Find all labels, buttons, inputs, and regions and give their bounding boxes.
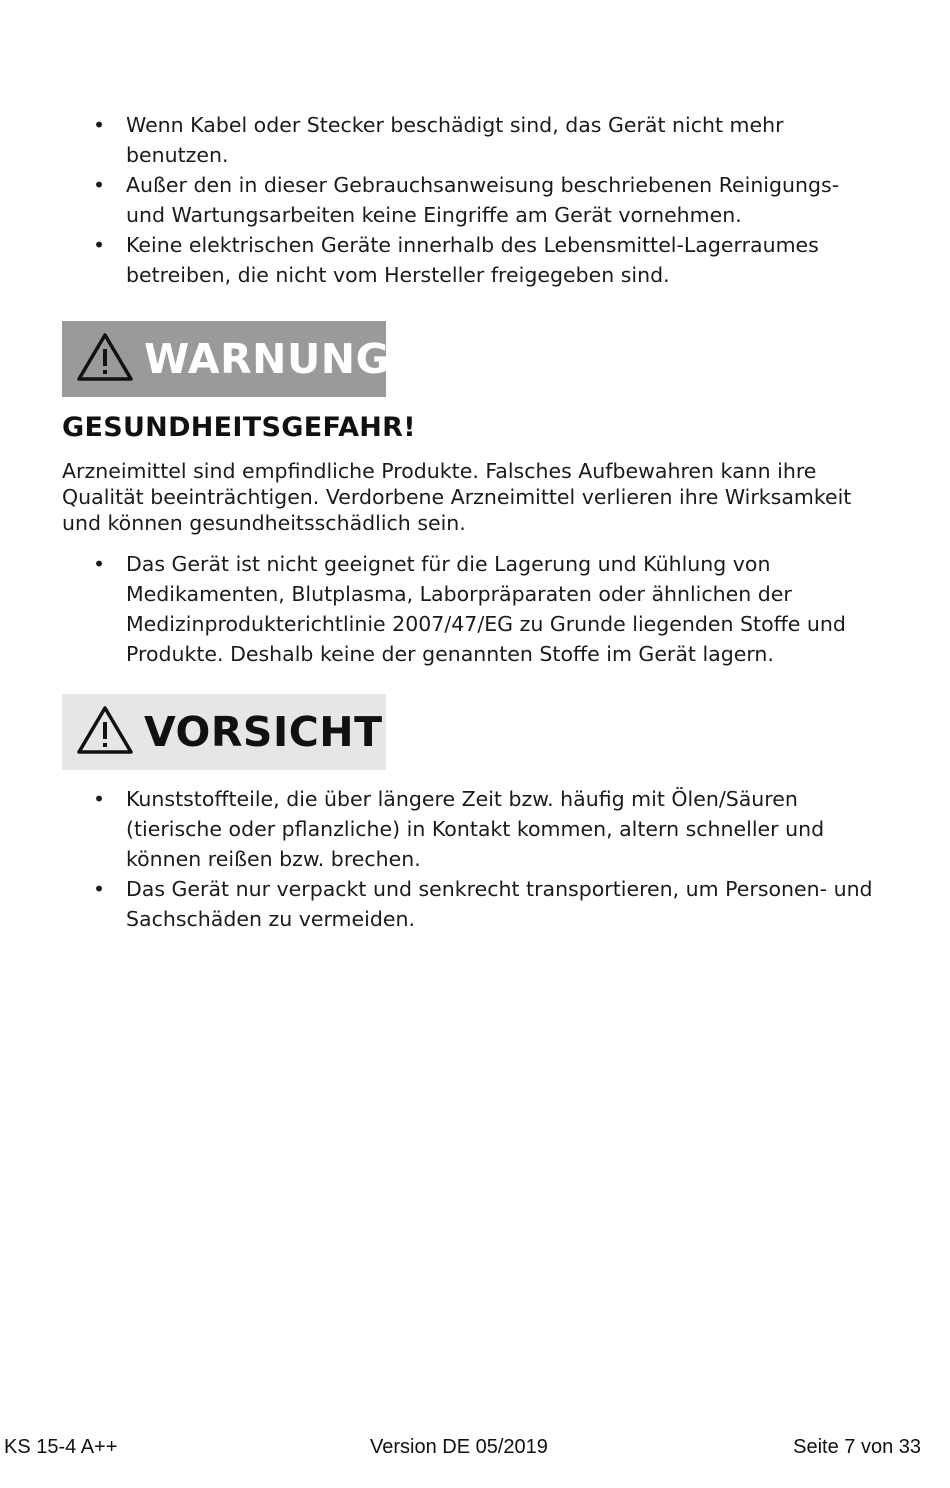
list-item: • Das Gerät nur verpackt und senkrecht transportieren, um Personen- und Sachschäden zu vermeiden. xyxy=(0,874,876,934)
list-item: • Außer den in dieser Gebrauchsanweisung beschriebenen Reinigungs- und Wartungsarbeiten keine Eingriffe am Gerät vornehmen. xyxy=(0,170,876,230)
warning-triangle-icon xyxy=(76,705,134,759)
warning-label: WARNUNG xyxy=(144,335,390,383)
warning-banner xyxy=(62,321,390,397)
list-item: • Wenn Kabel oder Stecker beschädigt sind, das Gerät nicht mehr benutzen. xyxy=(0,110,876,170)
list-item: • Keine elektrischen Geräte innerhalb des Lebensmittel-Lagerraumes betreiben, die nicht vom Hersteller freigegeben sind. xyxy=(0,230,876,290)
general-safety-list xyxy=(0,110,876,290)
footer-version: Version DE 05/2019 xyxy=(370,1436,548,1458)
caution-list xyxy=(0,784,876,934)
section-heading: GESUNDHEITSGEFAHR! xyxy=(62,412,416,443)
warning-triangle-icon xyxy=(76,332,134,386)
list-item: • Das Gerät ist nicht geeignet für die Lagerung und Kühlung von Medikamenten, Blutplasma, Laborpräparaten oder ähnlichen der Medizinprodukterichtlinie 2007/47/EG zu Grunde liegenden Stoffe und Produkte. Deshalb keine der genannten Stoffe im Gerät lagern. xyxy=(0,549,876,669)
footer-page-number: Seite 7 von 33 xyxy=(793,1436,921,1458)
list-item: • Kunststoffteile, die über längere Zeit bzw. häufig mit Ölen/Säuren (tierische oder pflanzliche) in Kontakt kommen, altern schneller und können reißen bzw. brechen. xyxy=(0,784,876,874)
warning-paragraph: Arzneimittel sind empfindliche Produkte. Falsches Aufbewahren kann ihre Qualität beeinträchtigen. Verdorbene Arzneimittel verlieren ihre Wirksamkeit und können gesundheitsschädlich sein. xyxy=(62,459,852,535)
footer-model: KS 15-4 A++ xyxy=(4,1436,118,1458)
caution-label: VORSICHT xyxy=(144,708,383,756)
caution-banner xyxy=(62,694,386,770)
warning-list xyxy=(0,549,876,669)
